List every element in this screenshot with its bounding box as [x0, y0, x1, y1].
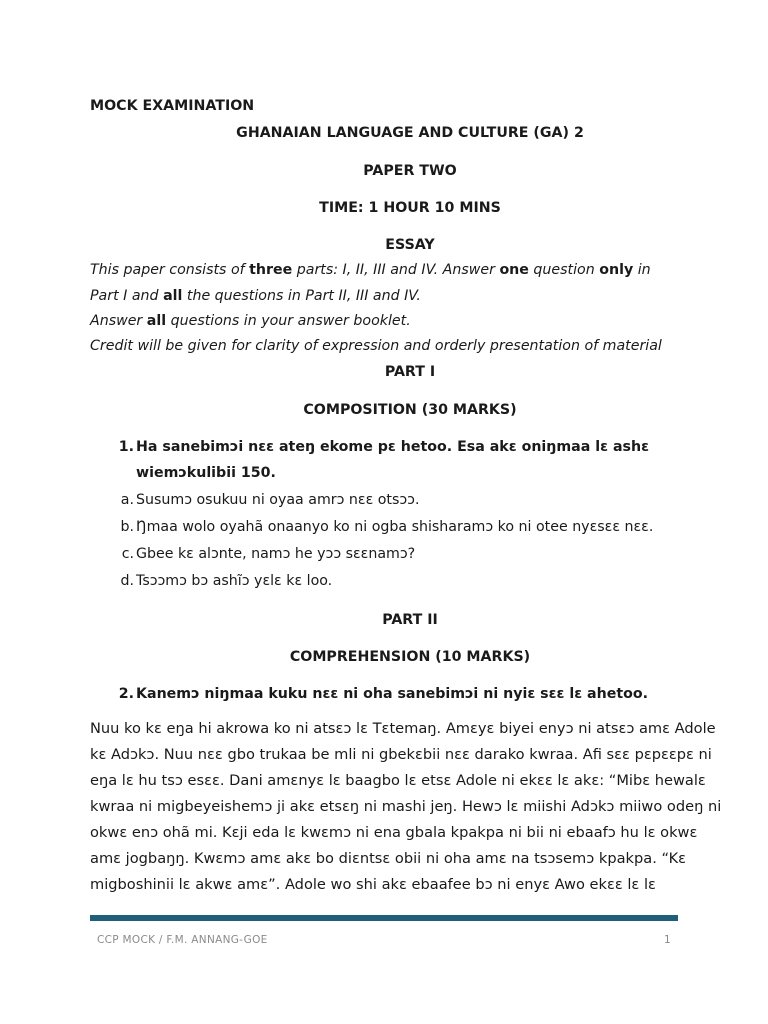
- instruction-line-4: Credit will be given for clarity of expression and orderly presentation of material: [90, 338, 662, 354]
- option-text: Gbee kɛ alɔnte, namɔ he yɔɔ sɛɛnamɔ?: [136, 546, 416, 562]
- option-text: Ŋmaa wolo oyahã onaanyo ko ni ogba shisharamɔ ko ni otee nyɛsɛɛ nɛɛ.: [136, 519, 654, 535]
- instruction-line-1: This paper consists of three parts: I, II, III and IV. Answer one question only in: [90, 262, 651, 278]
- part-1-heading: PART I: [384, 364, 436, 380]
- subject-title: GHANAIAN LANGUAGE AND CULTURE (GA) 2: [236, 125, 584, 141]
- footer-divider: [90, 915, 678, 921]
- question-number: 1.: [118, 439, 134, 455]
- passage-line: eŋa lɛ hu tsɔ esɛɛ. Dani amɛnyɛ lɛ baagbo lɛ etsɛ Adole ni ekɛɛ lɛ akɛ: “Mibɛ hewalɛ: [90, 772, 706, 789]
- passage-line: migboshinii lɛ akwɛ amɛ”. Adole wo shi akɛ ebaafee bɔ ni enyɛ Awo ekɛɛ lɛ lɛ: [90, 876, 656, 893]
- section-title: ESSAY: [385, 237, 435, 253]
- passage-line: Nuu ko kɛ eŋa hi akrowa ko ni atsɛɔ lɛ Tɛtemaŋ. Amɛyɛ biyei enyɔ ni atsɛɔ amɛ Adole: [90, 720, 716, 737]
- part-2-subheading: COMPREHENSION (10 MARKS): [289, 649, 531, 665]
- option-label: a.: [120, 492, 134, 508]
- instruction-line-3: Answer all questions in your answer booklet.: [90, 313, 411, 329]
- question-number: 2.: [118, 686, 134, 702]
- option-text: Tsɔɔmɔ bɔ ashĩɔ yɛlɛ kɛ loo.: [136, 573, 333, 589]
- part-1-subheading: COMPOSITION (30 MARKS): [303, 402, 517, 418]
- option-text: Susumɔ osukuu ni oyaa amrɔ nɛɛ otsɔɔ.: [136, 492, 420, 508]
- option-label: d.: [120, 573, 134, 589]
- passage-line: kwraa ni migbeyeishemɔ ji akɛ etsɛŋ ni mashi jeŋ. Hewɔ lɛ miishi Adɔkɔ miiwo odeŋ ni: [90, 798, 722, 815]
- question-text-line: Ha sanebimɔi nɛɛ ateŋ ekome pɛ hetoo. Esa akɛ oniŋmaa lɛ ashɛ: [136, 439, 649, 455]
- instruction-line-2: Part I and all the questions in Part II, III and IV.: [90, 288, 421, 304]
- paper-title: PAPER TWO: [363, 163, 457, 179]
- option-label: b.: [120, 519, 134, 535]
- time-allowed: TIME: 1 HOUR 10 MINS: [319, 200, 501, 216]
- passage-line: amɛ jogbaŋŋ. Kwɛmɔ amɛ akɛ bo diɛntsɛ obii ni oha amɛ na tsɔsemɔ kpakpa. “Kɛ: [90, 850, 687, 867]
- question-text-line: wiemɔkulibii 150.: [136, 465, 276, 481]
- part-2-heading: PART II: [382, 612, 438, 628]
- passage-line: okwɛ enɔ ohã mi. Kɛji eda lɛ kwɛmɔ ni ena gbala kpakpa ni bii ni ebaafɔ hu lɛ okwɛ: [90, 824, 698, 841]
- footer-text: CCP MOCK / F.M. ANNANG-GOE: [97, 934, 268, 946]
- exam-title: MOCK EXAMINATION: [90, 98, 255, 114]
- page-number: 1: [664, 934, 671, 946]
- option-label: c.: [121, 546, 134, 562]
- passage-line: kɛ Adɔkɔ. Nuu nɛɛ gbo trukaa be mli ni gbekɛbii nɛɛ darako kwraa. Afi sɛɛ pɛpɛɛpɛ ni: [90, 746, 712, 763]
- question-text-line: Kanemɔ niŋmaa kuku nɛɛ ni oha sanebimɔi ni nyiɛ sɛɛ lɛ ahetoo.: [136, 686, 649, 702]
